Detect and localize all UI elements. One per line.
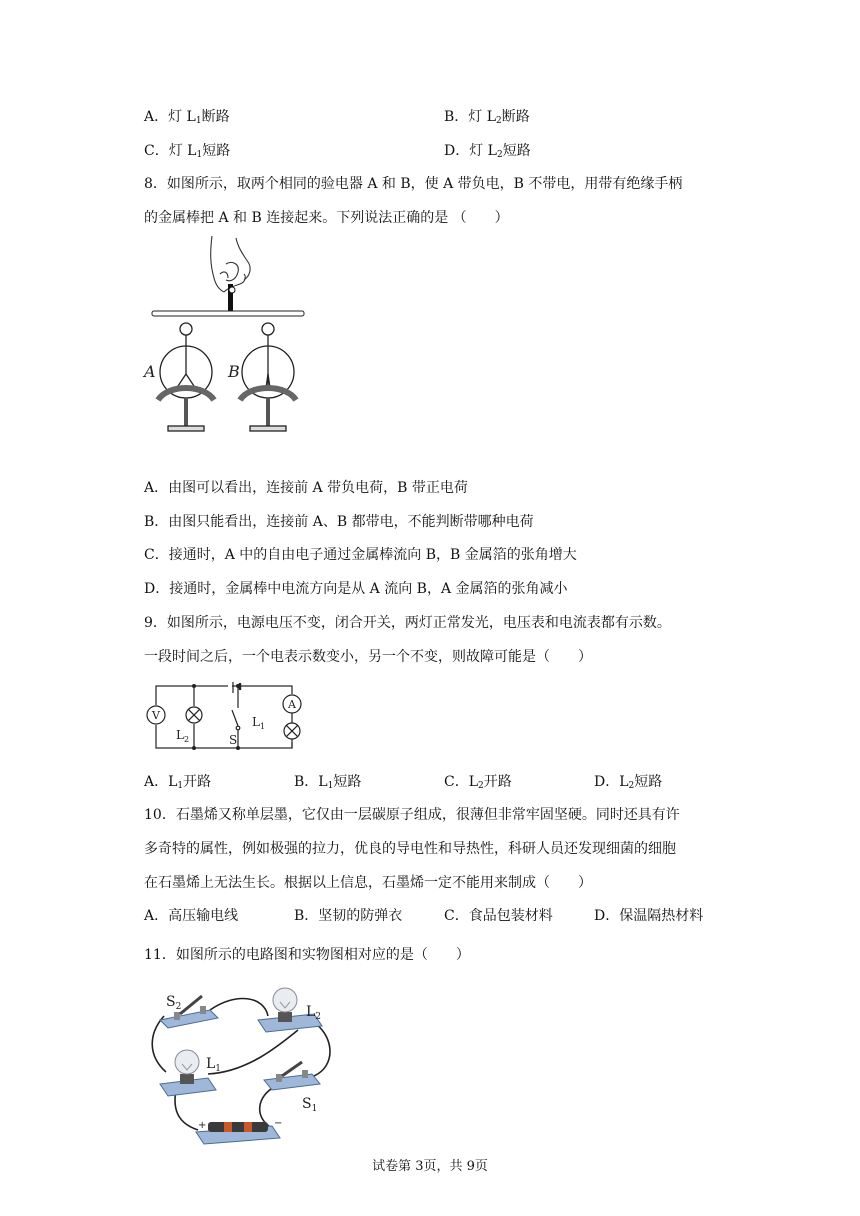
q11-stem: 11．如图所示的电路图和实物图相对应的是（ ）: [144, 947, 470, 963]
electroscope-label-a: A: [144, 362, 156, 381]
lamp-l2-label: $L_2$: [306, 1004, 322, 1022]
electroscope-a: [158, 323, 214, 431]
q8-option-a: A．由图可以看出，连接前 A 带负电荷，B 带正电荷: [144, 480, 468, 496]
battery: [196, 1122, 280, 1144]
q9-option-a: A．$L_1$开路: [144, 774, 212, 791]
q8-option-d: D．接通时，金属棒中电流方向是从 A 流向 B，A 金属箔的张角减小: [144, 581, 568, 597]
q10-stem-line3: 在石墨烯上无法生长。根据以上信息，石墨烯一定不能用来制成（ ）: [144, 875, 592, 891]
lamp-l2-label: $L_2$: [176, 728, 190, 744]
switch-s-label: S: [229, 733, 238, 747]
q9-option-d: D．$L_2$短路: [594, 774, 663, 791]
q9-option-c: C．$L_2$开路: [444, 774, 512, 791]
q8-option-b: B．由图只能看出，连接前 A、B 都带电，不能判断带哪种电荷: [144, 514, 534, 530]
q7-option-c: C．灯 $L_1$短路: [144, 143, 231, 160]
q10-option-a: A．高压输电线: [144, 908, 239, 924]
battery-minus-label: −: [274, 1118, 283, 1129]
hand-illustration: [211, 236, 250, 292]
lamp-l1-symbol: [284, 723, 300, 739]
electroscope-figure: [140, 234, 310, 440]
lamp-l2-symbol: [186, 707, 202, 723]
q8-stem-line1: 8．如图所示，取两个相同的验电器 A 和 B，使 A 带负电，B 不带电，用带有绝缘手柄: [144, 176, 683, 192]
q10-option-c: C．食品包装材料: [444, 908, 553, 924]
lamp-l1-label: $L_1$: [206, 1056, 222, 1074]
q8-option-c: C．接通时，A 中的自由电子通过金属棒流向 B，B 金属箔的张角增大: [144, 547, 577, 563]
q10-stem-line1: 10．石墨烯又称单层墨，它仅由一层碳原子组成，很薄但非常牢固坚硬。同时还具有许: [144, 807, 680, 823]
q9-circuit-diagram: [142, 682, 302, 756]
electroscope-label-b: B: [228, 362, 240, 381]
q10-option-d: D．保温隔热材料: [594, 908, 704, 924]
electroscope-b: [240, 323, 296, 431]
q8-stem-line2: 的金属棒把 A 和 B 连接起来。下列说法正确的是 （ ）: [144, 210, 509, 226]
voltmeter-label: V: [152, 709, 160, 722]
lamp-l1-label: $L_1$: [252, 715, 266, 731]
q9-option-b: B．$L_1$短路: [294, 774, 362, 791]
switch-s2-label: $S_2$: [166, 994, 182, 1012]
q7-option-d: D．灯 $L_2$短路: [444, 143, 531, 160]
q7-option-a: A．灯 $L_1$断路: [144, 109, 230, 126]
battery-plus-label: +: [198, 1120, 207, 1131]
q10-option-b: B．坚韧的防弹衣: [294, 908, 403, 924]
q10-stem-line2: 多奇特的属性，例如极强的拉力，优良的导电性和导热性，科研人员还发现细菌的细胞: [144, 841, 676, 857]
q11-physical-circuit-figure: [146, 986, 342, 1146]
q9-stem-line1: 9．如图所示，电源电压不变，闭合开关，两灯正常发光，电压表和电流表都有示数。: [144, 615, 671, 631]
switch-s1-label: $S_1$: [302, 1096, 318, 1114]
switch-s1: [264, 1062, 320, 1090]
q9-stem-line2: 一段时间之后，一个电表示数变小，另一个不变，则故障可能是（ ）: [144, 649, 592, 665]
q7-option-b: B．灯 $L_2$断路: [444, 109, 530, 126]
ammeter-label: A: [288, 698, 296, 711]
page-footer: 试卷第 3页，共 9页: [372, 1159, 488, 1174]
